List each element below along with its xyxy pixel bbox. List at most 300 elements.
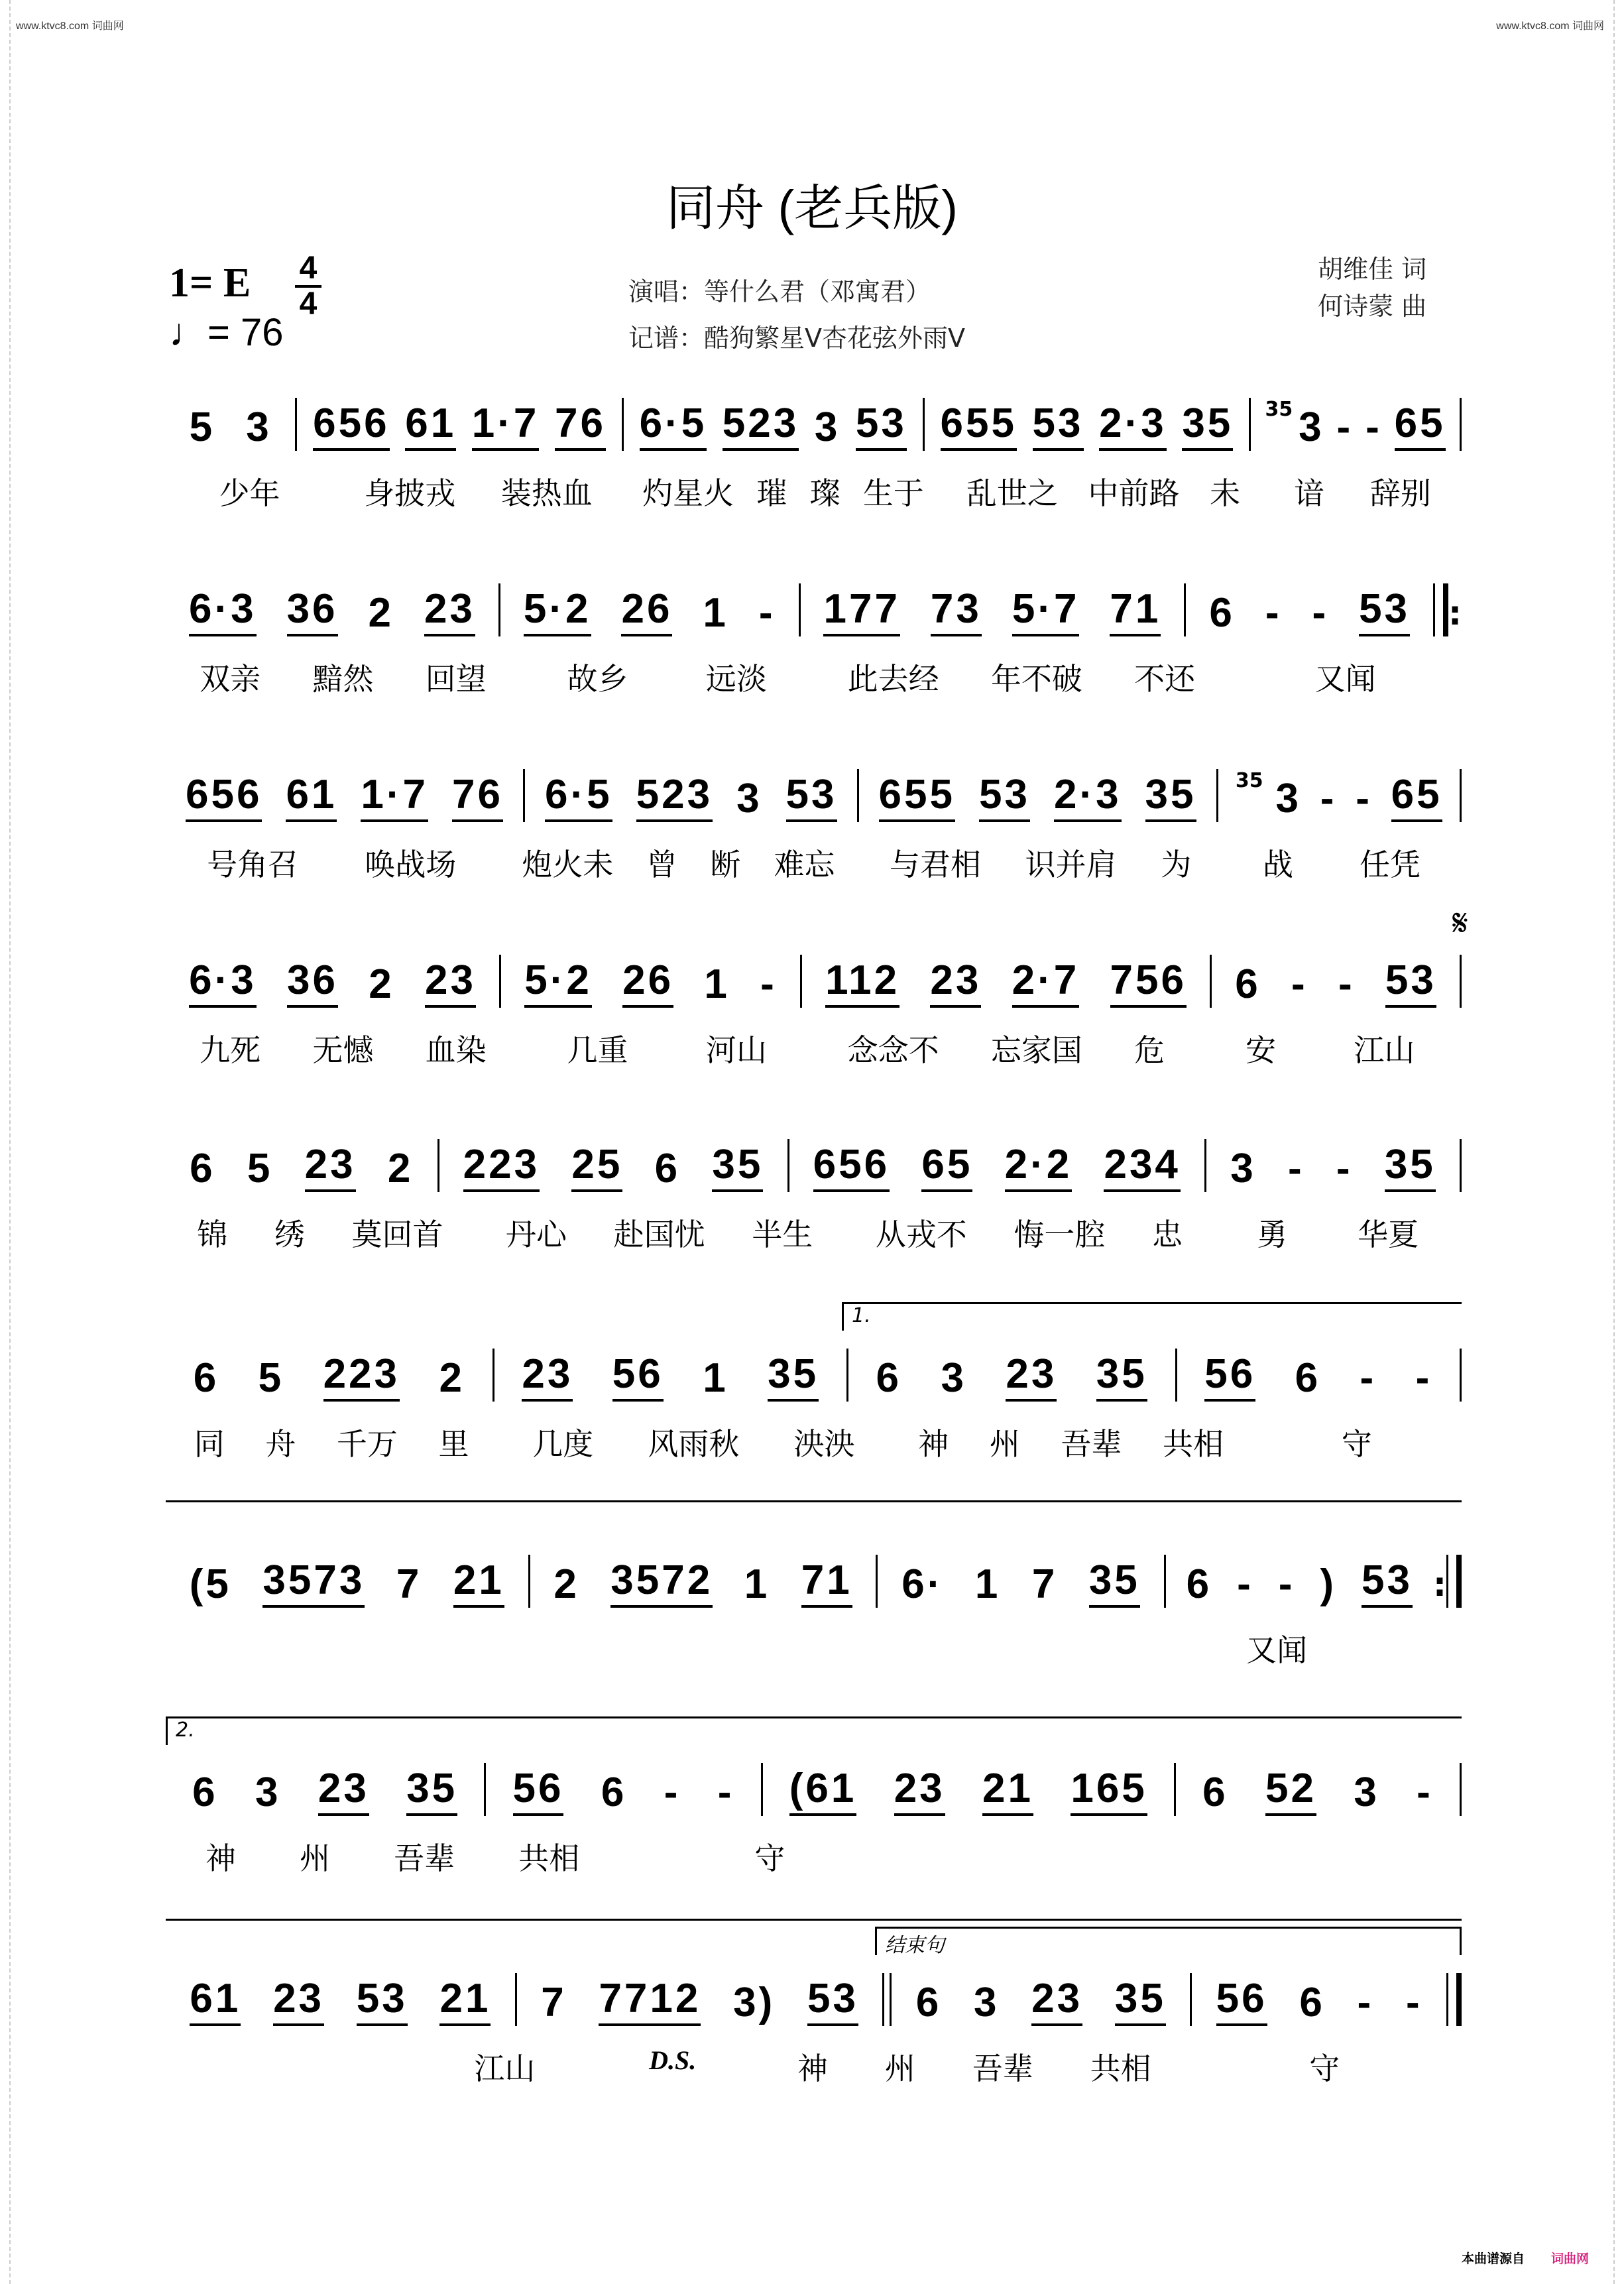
note-group: 6	[190, 1146, 215, 1191]
lyric-word: 璨	[809, 475, 841, 511]
notes-line	[166, 398, 1462, 451]
notes-line	[166, 769, 1462, 822]
lyric-word: 危	[1134, 1032, 1165, 1068]
lyric-word: 战	[1262, 847, 1293, 882]
lyric-word: 乱世之	[966, 475, 1058, 511]
footer-source: 本曲谱源自	[1462, 2252, 1525, 2266]
lyrics-line	[166, 469, 1462, 513]
measure	[1177, 1349, 1460, 1402]
note-group: 2·3	[1054, 772, 1122, 822]
note-group: 3	[1230, 1146, 1256, 1191]
note-group: 53	[357, 1976, 408, 2026]
measure-lyrics	[475, 1626, 783, 1670]
note-group: 656	[813, 1142, 890, 1192]
note-group: 36	[287, 586, 338, 636]
lyrics-line	[166, 1834, 1462, 1878]
score-row	[166, 769, 1462, 902]
note-group: -	[1278, 1561, 1295, 1607]
lyrics-line	[166, 655, 1462, 699]
note-group: 21	[982, 1766, 1033, 1816]
lyric-word: 黯然	[312, 661, 374, 697]
measure	[166, 398, 295, 451]
measure	[1218, 769, 1460, 822]
note-group: -	[1320, 776, 1337, 821]
note-group: -	[1287, 1146, 1305, 1191]
note-group: 7712	[599, 1976, 701, 2026]
measure-lyrics	[166, 1626, 475, 1670]
notes-line	[166, 583, 1462, 636]
notes-line	[166, 1973, 1462, 2026]
measure-lyrics	[623, 469, 943, 513]
barline	[1460, 1763, 1462, 1816]
measure-lyrics	[409, 2045, 761, 2088]
barline	[1460, 1349, 1462, 1402]
note-group: -	[717, 1770, 734, 1815]
measure-lyrics	[520, 655, 814, 699]
measure-lyrics	[166, 655, 520, 699]
measure-lyrics	[1222, 841, 1462, 884]
note-group: 5	[247, 1146, 273, 1191]
note-group: 23	[305, 1142, 356, 1192]
note-group: 61	[405, 400, 456, 451]
note-group: 3	[246, 404, 272, 450]
note-group: 1	[703, 590, 728, 636]
time-sig-top: 4	[299, 251, 318, 286]
lyric-word: 泱泱	[793, 1426, 855, 1462]
note-group: 76	[555, 400, 606, 451]
measure	[166, 769, 523, 822]
note-group: -	[1336, 404, 1354, 450]
note-group: 65	[1395, 400, 1446, 451]
lyric-word: 共相	[518, 1840, 580, 1876]
note-group: 56	[1204, 1351, 1255, 1402]
note-group: 5	[258, 1355, 284, 1401]
notes-line	[166, 1139, 1462, 1192]
note-group: 6	[876, 1355, 902, 1401]
lyric-word: 任凭	[1359, 847, 1421, 882]
lyric-word: 九死	[200, 1032, 261, 1068]
lyric-word: 辞别	[1369, 475, 1431, 511]
note-group: -	[1312, 590, 1329, 636]
measure-lyrics	[166, 1834, 619, 1878]
measure-lyrics	[166, 469, 333, 513]
measure-lyrics	[166, 841, 497, 884]
note-group: 6	[1295, 1355, 1321, 1401]
note-group: 2	[439, 1355, 465, 1401]
note-group: )	[1320, 1561, 1337, 1607]
lyric-word: 与君相	[889, 847, 981, 882]
note-group: 76	[452, 772, 503, 822]
measure	[166, 1763, 484, 1816]
note-group: 3	[255, 1770, 281, 1815]
grace-note: 35	[1235, 769, 1263, 792]
note-group: 6	[193, 1355, 219, 1401]
lyric-word: 守	[1341, 1426, 1372, 1462]
measure	[1212, 955, 1460, 1008]
note-group: 3	[814, 404, 841, 450]
time-sig-bottom: 4	[299, 286, 318, 322]
notes-line	[166, 1555, 1462, 1608]
measure-lyrics	[1198, 1026, 1462, 1070]
note-group: 35	[1145, 772, 1196, 822]
note-group: (61	[789, 1766, 857, 1816]
lyric-word: 共相	[1090, 2051, 1151, 2086]
note-group: -	[1336, 1146, 1353, 1191]
transcriber: 记谱：酷狗繁星V杏花弦外雨V	[628, 324, 965, 353]
note-group: 2·2	[1005, 1142, 1073, 1192]
footer-brand: 词曲网	[1551, 2252, 1590, 2266]
measure	[1176, 1763, 1460, 1816]
lyric-word: 念念不	[847, 1032, 939, 1068]
lyric-word: 州	[884, 2051, 915, 2086]
note-group: 3)	[733, 1980, 776, 2025]
measure	[530, 1555, 876, 1608]
note-group: 5·7	[1012, 586, 1080, 636]
watermark-top-left: www.ktvc8.com 词曲网	[16, 21, 124, 32]
credits	[628, 269, 965, 361]
lyric-word: 又闻	[1246, 1632, 1308, 1668]
measure-lyrics	[166, 1026, 520, 1070]
note-group: 177	[823, 586, 899, 636]
measure-lyrics	[1214, 1211, 1462, 1254]
note-group: 6	[915, 1980, 942, 2025]
lyric-word: 几重	[567, 1032, 628, 1068]
score-row	[166, 1304, 1462, 1481]
lyric-word: 号角召	[207, 847, 299, 882]
section-line	[166, 1500, 1462, 1502]
note-group: 56	[513, 1766, 564, 1816]
note-group: 3	[941, 1355, 966, 1401]
note-group: 1	[974, 1561, 1001, 1607]
note-group: 7	[541, 1980, 567, 2025]
lyric-word: 为	[1161, 847, 1192, 882]
footer	[1462, 2249, 1589, 2267]
note-group: 35	[1182, 400, 1233, 451]
lyric-word: 曾	[646, 847, 677, 882]
lyric-word: 半生	[752, 1217, 813, 1252]
lyric-word: 江山	[474, 2051, 536, 2086]
lyric-word: 州	[300, 1840, 331, 1876]
note-group: 26	[621, 586, 672, 636]
note-group: 6·3	[189, 957, 257, 1008]
note-group: 2	[387, 1146, 414, 1191]
note-group: 6·5	[545, 772, 612, 822]
lyrics-line	[166, 2045, 1462, 2088]
lyric-word: 风雨秋	[648, 1426, 740, 1462]
note-group: 234	[1104, 1142, 1180, 1192]
note-group: 56	[1216, 1976, 1267, 2026]
repeat-dots: :	[1433, 1565, 1447, 1604]
song-title: 同舟 (老兵版)	[666, 180, 958, 235]
lyric-word: 吾辈	[1061, 1426, 1122, 1462]
note-group: 5·2	[524, 586, 591, 636]
note-group: 655	[941, 400, 1017, 451]
repeat-end-barline	[1446, 1555, 1462, 1608]
measure	[166, 583, 498, 636]
note-group: 6	[1299, 1980, 1325, 2025]
lyrics-line	[166, 1420, 1462, 1464]
lyric-word: 身披戎	[364, 475, 456, 511]
measure	[1251, 398, 1460, 451]
repeat-dots: :	[1448, 594, 1462, 632]
lyric-word: 莫回首	[351, 1217, 443, 1252]
score-row	[166, 1718, 1462, 1895]
section-line	[166, 1919, 1462, 1921]
score-row	[166, 1555, 1462, 1687]
measure	[1192, 1973, 1446, 2026]
lyric-word: 无憾	[312, 1032, 374, 1068]
measure-lyrics	[783, 1626, 1092, 1670]
lyric-word: 锦	[197, 1217, 228, 1252]
note-group: 23	[930, 957, 981, 1008]
note-group: 35	[1385, 1142, 1436, 1192]
repeat-start-barline	[1433, 583, 1448, 636]
lyric-word: 共相	[1162, 1426, 1224, 1462]
lyric-word: 炮火未	[522, 847, 614, 882]
double-barline	[882, 1973, 892, 2026]
watermark-top-right: www.ktvc8.com 词曲网	[1496, 21, 1604, 32]
note-group: 1	[744, 1561, 770, 1607]
lyric-word: 吾辈	[972, 2051, 1033, 2086]
note-group: 3573	[262, 1557, 365, 1608]
barline	[1460, 769, 1462, 822]
lyric-word: 州	[989, 1426, 1020, 1462]
key-signature: 1= E	[169, 261, 251, 306]
note-group: 53	[1033, 400, 1084, 451]
note-group: 21	[453, 1557, 504, 1608]
note-group: 6·5	[640, 400, 707, 451]
measure	[166, 955, 499, 1008]
lyric-word: 断	[710, 847, 741, 882]
lyric-word: 悔一腔	[1014, 1217, 1106, 1252]
volta-bracket-2: 2.	[166, 1716, 1462, 1745]
note-group: 3	[1299, 404, 1324, 450]
note-group: 53	[786, 772, 837, 822]
lyrics-line	[166, 1211, 1462, 1254]
lyric-word: 守	[1309, 2051, 1340, 2086]
note-group: 5·2	[524, 957, 592, 1008]
note-group: 3	[1275, 776, 1301, 821]
note-group: 6	[1235, 961, 1261, 1007]
note-group: -	[1338, 961, 1355, 1007]
note-group: 35	[768, 1351, 819, 1402]
lyric-word: 又闻	[1314, 661, 1376, 697]
measure	[297, 398, 621, 451]
note-group: 53	[856, 400, 907, 451]
measure-lyrics	[166, 1211, 475, 1254]
lyric-word: 神	[205, 1840, 237, 1876]
note-group: 35	[406, 1766, 457, 1816]
note-group: 23	[425, 957, 476, 1008]
lyric-word: 年不破	[990, 661, 1082, 697]
lyric-word: 唤战场	[365, 847, 457, 882]
lyric-word: 丹心	[506, 1217, 567, 1252]
lyric-word: 安	[1245, 1032, 1276, 1068]
lyric-word: 江山	[1354, 1032, 1415, 1068]
lyrics-line	[166, 1026, 1462, 1070]
measure-lyrics	[619, 1834, 920, 1878]
note-group: 35	[1089, 1557, 1140, 1608]
measure-lyrics	[844, 1211, 1214, 1254]
tempo: ♩= 76	[169, 311, 284, 354]
measure-lyrics	[475, 1211, 844, 1254]
note-group: 223	[463, 1142, 540, 1192]
note-group: 23	[1031, 1976, 1082, 2026]
lyric-word: 几度	[532, 1426, 594, 1462]
measure	[517, 1973, 883, 2026]
lyric-word: 河山	[705, 1032, 767, 1068]
lyric-word: 回望	[425, 661, 487, 697]
measure	[1186, 583, 1433, 636]
note-group: -	[1356, 776, 1372, 821]
note-group: 656	[186, 772, 262, 822]
note-group: 65	[921, 1142, 972, 1192]
note-group: -	[664, 1770, 681, 1815]
note-group: 71	[801, 1557, 852, 1608]
measure	[789, 1139, 1205, 1192]
note-group: 7	[396, 1561, 422, 1607]
note-group: 71	[1110, 586, 1161, 636]
notes-line	[166, 1763, 1462, 1816]
note-group: -	[1265, 590, 1282, 636]
score-row	[166, 1139, 1462, 1272]
note-group: 26	[622, 957, 673, 1008]
final-barline	[1446, 1973, 1462, 2026]
lyric-word: 难忘	[774, 847, 835, 882]
barline	[1460, 398, 1462, 451]
lyric-word: 舟	[265, 1426, 296, 1462]
note-group: 6	[1186, 1561, 1212, 1607]
lyric-word: 璀	[756, 475, 787, 511]
measure-lyrics	[497, 841, 859, 884]
measure-lyrics	[860, 841, 1222, 884]
note-group: -	[1365, 404, 1382, 450]
measure-lyrics	[166, 1420, 497, 1464]
lyric-word: 中前路	[1088, 475, 1180, 511]
note-group: 6	[601, 1770, 627, 1815]
measure-lyrics	[814, 655, 1230, 699]
grace-note: 35	[1265, 398, 1293, 421]
note-group: 23	[894, 1766, 945, 1816]
measure	[166, 1555, 528, 1608]
measure-lyrics	[761, 2045, 1187, 2088]
measure	[166, 1139, 437, 1192]
note-group: -	[760, 961, 777, 1007]
lyric-word: 谙	[1294, 475, 1325, 511]
note-group: -	[758, 590, 776, 636]
measure	[801, 583, 1185, 636]
note-group: -	[1417, 1770, 1433, 1815]
note-group: 112	[825, 957, 899, 1008]
lyrics-line	[166, 1626, 1462, 1670]
note-group: 5	[189, 404, 215, 450]
note-group: 756	[1110, 957, 1187, 1008]
note-group: 2	[553, 1561, 579, 1607]
measure	[892, 1973, 1190, 2026]
note-group: 523	[636, 772, 713, 822]
measure	[763, 1763, 1174, 1816]
measure	[802, 955, 1210, 1008]
lyric-word: 灼星火	[642, 475, 734, 511]
lyric-word: 千万	[336, 1426, 398, 1462]
note-group: -	[1291, 961, 1308, 1007]
score-row	[166, 1934, 1462, 2106]
note-group: 6	[1202, 1770, 1228, 1815]
lyric-word: 血染	[425, 1032, 487, 1068]
note-group: 3	[1354, 1770, 1379, 1815]
measure-lyrics	[497, 1420, 890, 1464]
note-group: 65	[1391, 772, 1442, 822]
note-group: 53	[1359, 586, 1410, 636]
lyric-word: 远淡	[705, 661, 767, 697]
note-group: -	[1237, 1561, 1253, 1607]
note-group: 23	[424, 586, 475, 636]
note-group: 36	[287, 957, 338, 1008]
note-group: 7	[1031, 1561, 1058, 1607]
note-group: 2·7	[1012, 957, 1080, 1008]
note-group: 53	[979, 772, 1030, 822]
lyric-word: 从戎不	[875, 1217, 967, 1252]
measure	[878, 1555, 1163, 1608]
note-group: 35	[712, 1142, 763, 1192]
score-row	[166, 398, 1462, 530]
lyric-word: 勇	[1257, 1217, 1288, 1252]
lyric-word: 忠	[1151, 1217, 1183, 1252]
note-group: 23	[1006, 1351, 1057, 1402]
measure	[624, 398, 923, 451]
measure	[525, 769, 857, 822]
note-group: 3	[736, 776, 762, 821]
measure	[925, 398, 1249, 451]
measure-lyrics	[1188, 2045, 1462, 2088]
note-group: 56	[612, 1351, 664, 1402]
time-signature	[295, 253, 321, 320]
note-group: 61	[190, 1976, 241, 2026]
note-group: 1	[704, 961, 730, 1007]
note-group: 523	[723, 400, 799, 451]
right-dashed-border	[1613, 0, 1615, 2284]
singer: 演唱：等什么君（邓寓君）	[628, 277, 931, 306]
note-group: 3	[973, 1980, 1000, 2025]
note-group: 53	[807, 1976, 858, 2026]
measure-lyrics	[814, 1026, 1199, 1070]
note-group: 52	[1265, 1766, 1316, 1816]
note-group: 6	[654, 1146, 681, 1191]
score-row	[166, 583, 1462, 716]
measure	[439, 1139, 787, 1192]
note-group: (5	[189, 1561, 231, 1607]
lyric-word: 不还	[1134, 661, 1196, 697]
note-group: -	[1357, 1980, 1374, 2025]
measure-lyrics	[333, 469, 623, 513]
measure-lyrics	[1252, 1420, 1462, 1464]
note-group: 1	[703, 1355, 728, 1401]
note-group: 53	[1385, 957, 1436, 1008]
authors	[1318, 251, 1426, 325]
lyric-word: 未	[1210, 475, 1241, 511]
notes-line	[166, 955, 1462, 1008]
note-group: 35	[1096, 1351, 1147, 1402]
note-group: -	[1405, 1980, 1422, 2025]
lyric-word: 此去经	[847, 661, 939, 697]
note-group: 2	[368, 590, 394, 636]
lyric-word: 故乡	[567, 661, 628, 697]
measure	[859, 769, 1216, 822]
note-group: 656	[313, 400, 389, 451]
lyric-word: 装热血	[500, 475, 593, 511]
barline	[1460, 955, 1462, 1008]
note-group: 21	[439, 1976, 491, 2026]
